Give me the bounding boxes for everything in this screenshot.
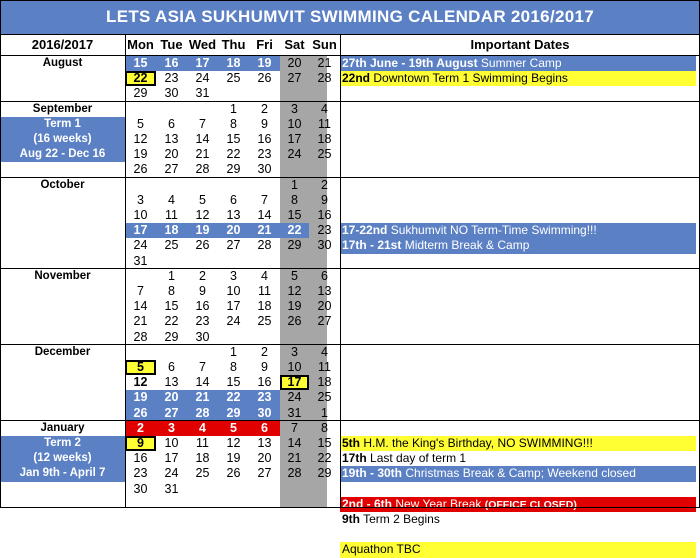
day-cell-sat: 3 <box>291 344 298 359</box>
day-cell-mon: 26 <box>133 162 148 177</box>
day-cell-tue: 22 <box>164 314 179 329</box>
day-cell-sun: 30 <box>317 238 332 253</box>
day-cell-wed: 21 <box>187 390 218 405</box>
day-cell-fri: 27 <box>257 466 272 481</box>
day-cell-sat: 28 <box>287 466 302 481</box>
day-cell-thu: 20 <box>218 223 249 238</box>
important-date-text: New Year Break <box>392 496 485 511</box>
day-cell-sat: 19 <box>287 299 302 314</box>
day-cell-wed: 5 <box>199 192 206 207</box>
day-cell-thu: 17 <box>226 299 241 314</box>
day-cell-sat: 31 <box>287 405 302 420</box>
day-cell-thu: 8 <box>230 360 237 374</box>
day-cell-thu: 22 <box>218 390 249 405</box>
important-date-range: 5th <box>342 436 360 450</box>
day-cell-wed: 28 <box>187 406 218 421</box>
day-cell-mon: 5 <box>137 116 144 131</box>
header-year: 2016/2017 <box>31 37 94 52</box>
day-cell-sat: 1 <box>291 177 298 192</box>
important-date-text: Midterm Break & Camp <box>401 238 530 253</box>
day-cell-fri: 2 <box>261 101 268 116</box>
term-label: (12 weeks) <box>0 451 125 466</box>
header-thu: Thu <box>221 37 246 52</box>
day-cell-thu: 1 <box>230 101 237 116</box>
day-cell-fri: 7 <box>261 192 268 207</box>
day-cell-thu: 29 <box>218 406 249 421</box>
important-date-entry <box>340 238 696 253</box>
day-cell-sun: 4 <box>321 344 328 359</box>
day-cell-tue: 10 <box>164 436 179 450</box>
day-cell-mon: 3 <box>137 192 144 207</box>
day-cell-mon: 23 <box>133 466 148 481</box>
day-cell-sun: 13 <box>317 284 332 298</box>
day-cell-sat: 8 <box>291 192 298 207</box>
day-cell-fri: 20 <box>257 451 272 466</box>
day-cell-sun: 21 <box>317 56 332 70</box>
important-date-text: Aquathon TBC <box>342 542 421 557</box>
day-cell-fri: 6 <box>249 421 280 436</box>
day-cell-sat: 24 <box>287 390 302 405</box>
day-cell-sun: 25 <box>317 390 332 405</box>
day-cell-sat: 17 <box>280 375 309 390</box>
day-cell-fri: 14 <box>257 208 272 222</box>
term-label: Term 2 <box>0 436 125 451</box>
day-cell-wed: 14 <box>195 375 210 390</box>
header-fri: Fri <box>256 37 273 52</box>
month-label-december: December <box>34 345 91 358</box>
month-label-november: November <box>34 269 91 282</box>
day-cell-tue: 15 <box>164 299 179 314</box>
day-cell-mon: 16 <box>133 451 148 466</box>
calendar-title: LETS ASIA SUKHUMVIT SWIMMING CALENDAR 2016/2017 <box>0 0 700 35</box>
header-tue: Tue <box>160 37 183 52</box>
important-date-text: Downtown Term 1 Swimming Begins <box>370 71 568 86</box>
column-divider <box>340 34 341 508</box>
day-cell-fri: 11 <box>258 284 271 298</box>
day-cell-mon: 5 <box>125 360 156 375</box>
day-cell-mon: 10 <box>133 208 148 222</box>
day-cell-sun: 18 <box>317 375 332 390</box>
day-cell-sat: 22 <box>280 223 309 238</box>
term-label: Jan 9th - April 7 <box>0 466 125 481</box>
day-cell-wed: 30 <box>195 329 210 344</box>
month-label-january: January <box>40 421 85 434</box>
day-cell-tue: 6 <box>168 116 175 131</box>
day-cell-thu: 25 <box>226 71 241 86</box>
day-cell-wed: 24 <box>195 71 210 86</box>
day-cell-wed: 19 <box>187 223 218 238</box>
day-cell-tue: 13 <box>164 132 179 146</box>
day-cell-fri: 26 <box>257 71 272 86</box>
day-cell-mon: 22 <box>125 71 156 86</box>
important-date-range: 17th <box>342 451 367 466</box>
day-cell-sat: 3 <box>291 101 298 116</box>
day-cell-thu: 15 <box>226 132 241 146</box>
day-cell-mon: 12 <box>133 132 148 146</box>
day-cell-tue: 31 <box>164 481 179 496</box>
day-cell-sat: 26 <box>287 314 302 329</box>
month-divider <box>0 101 700 102</box>
day-cell-mon: 30 <box>133 481 148 496</box>
day-cell-mon: 7 <box>137 284 144 298</box>
month-divider <box>0 344 700 345</box>
day-cell-wed: 31 <box>195 86 210 101</box>
day-cell-thu: 24 <box>226 314 241 329</box>
day-cell-mon: 12 <box>133 375 148 390</box>
day-cell-sun: 18 <box>317 132 332 146</box>
day-cell-tue: 6 <box>168 360 175 374</box>
day-cell-wed: 28 <box>195 162 210 177</box>
day-cell-thu: 10 <box>226 284 241 298</box>
day-cell-thu: 6 <box>230 192 237 207</box>
day-cell-tue: 1 <box>168 268 175 283</box>
important-date-text: Christmas Break & Camp; Weekend closed <box>402 466 636 481</box>
day-cell-thu: 15 <box>226 375 241 390</box>
day-cell-fri: 23 <box>249 390 280 405</box>
day-cell-sun: 8 <box>321 420 328 435</box>
day-cell-sun: 11 <box>318 360 331 374</box>
day-cell-sat: 15 <box>287 208 302 222</box>
day-cell-thu: 1 <box>230 344 237 359</box>
day-cell-thu: 12 <box>226 436 241 450</box>
day-cell-sat: 17 <box>287 132 302 146</box>
day-cell-mon: 15 <box>125 56 156 71</box>
important-date-entry <box>340 451 696 466</box>
month-divider <box>0 268 700 269</box>
important-date-range: 17-22nd <box>342 223 388 238</box>
day-cell-fri: 23 <box>257 147 272 162</box>
important-date-entry <box>340 223 696 238</box>
day-cell-sat: 21 <box>287 451 302 466</box>
day-cell-tue: 23 <box>164 71 179 86</box>
day-cell-thu: 27 <box>226 238 241 253</box>
important-date-range: 2nd - 6th <box>342 496 392 511</box>
important-date-range: 22nd <box>342 71 371 86</box>
day-cell-sun: 28 <box>317 71 332 86</box>
day-cell-wed: 7 <box>199 116 206 131</box>
day-cell-tue: 11 <box>165 208 178 222</box>
day-cell-fri: 21 <box>249 223 280 238</box>
day-cell-mon: 28 <box>133 329 148 344</box>
day-cell-tue: 27 <box>156 406 187 421</box>
day-cell-mon: 29 <box>133 86 148 101</box>
day-cell-fri: 13 <box>257 436 272 450</box>
day-cell-sun: 16 <box>317 208 332 222</box>
day-cell-wed: 26 <box>195 238 210 253</box>
important-date-entry <box>340 497 696 512</box>
day-cell-tue: 13 <box>164 375 179 390</box>
day-cell-thu: 3 <box>230 268 237 283</box>
day-cell-sun: 1 <box>321 405 328 420</box>
important-date-text: Term 2 Begins <box>360 512 440 526</box>
important-date-text: Last day of term 1 <box>366 451 467 466</box>
important-date-entry <box>340 71 696 86</box>
day-cell-wed: 7 <box>199 360 206 374</box>
day-cell-tue: 20 <box>156 390 187 405</box>
day-cell-sat: 10 <box>287 360 302 374</box>
day-cell-sun: 29 <box>317 466 332 481</box>
day-cell-sat: 24 <box>287 147 302 162</box>
day-cell-mon: 17 <box>125 223 156 238</box>
day-cell-thu: 29 <box>226 162 241 177</box>
day-cell-wed: 17 <box>187 56 218 71</box>
day-cell-tue: 27 <box>164 162 179 177</box>
day-cell-wed: 2 <box>199 268 206 283</box>
day-cell-fri: 19 <box>249 56 280 71</box>
term-label: Term 1 <box>0 117 125 132</box>
day-cell-tue: 25 <box>164 238 179 253</box>
day-cell-sat: 5 <box>291 268 298 283</box>
day-cell-sat: 14 <box>287 436 302 450</box>
important-date-entry <box>340 542 696 557</box>
day-cell-wed: 9 <box>199 284 206 298</box>
column-divider <box>125 34 126 508</box>
day-cell-fri: 2 <box>261 344 268 359</box>
day-cell-fri: 25 <box>257 314 272 329</box>
day-cell-wed: 18 <box>195 451 210 466</box>
important-date-text: H.M. the King's Birthday, NO SWIMMING!!! <box>360 436 593 450</box>
day-cell-wed: 12 <box>195 208 210 222</box>
day-cell-fri: 9 <box>261 116 268 131</box>
day-cell-tue: 20 <box>164 147 179 162</box>
day-cell-thu: 13 <box>226 208 241 222</box>
day-cell-sat: 20 <box>287 56 302 70</box>
important-date-range: 9th <box>342 512 360 526</box>
header-sat: Sat <box>284 37 305 52</box>
day-cell-mon: 19 <box>133 147 148 162</box>
header-mon: Mon <box>127 37 154 52</box>
day-cell-fri: 30 <box>249 406 280 421</box>
day-cell-tue: 30 <box>164 86 179 101</box>
day-cell-sun: 27 <box>317 314 332 329</box>
day-cell-tue: 24 <box>164 466 179 481</box>
day-cell-sun: 2 <box>321 177 328 192</box>
day-cell-fri: 16 <box>257 375 272 390</box>
day-cell-thu: 8 <box>230 116 237 131</box>
day-cell-sun: 9 <box>321 192 328 207</box>
day-cell-wed: 11 <box>196 436 209 450</box>
important-date-text: Sukhumvit NO Term-Time Swimming!!! <box>387 223 597 238</box>
day-cell-wed: 14 <box>195 132 210 146</box>
header-divider <box>0 55 700 56</box>
day-cell-tue: 8 <box>168 284 175 298</box>
month-label-august: August <box>42 57 83 69</box>
day-cell-thu: 19 <box>226 451 241 466</box>
day-cell-mon: 21 <box>133 314 148 329</box>
day-cell-sat: 10 <box>287 116 302 131</box>
day-cell-thu: 18 <box>218 56 249 71</box>
day-cell-fri: 4 <box>261 268 268 283</box>
day-cell-tue: 29 <box>164 329 179 344</box>
day-cell-tue: 18 <box>156 223 187 238</box>
day-cell-mon: 19 <box>125 390 156 405</box>
important-date-text: Summer Camp <box>477 56 562 70</box>
day-cell-mon: 26 <box>125 406 156 421</box>
important-date-entry <box>340 466 696 481</box>
day-cell-thu: 26 <box>226 466 241 481</box>
day-cell-tue: 4 <box>168 192 175 207</box>
important-date-entry <box>340 512 696 527</box>
term-label: (16 weeks) <box>0 132 125 147</box>
day-cell-mon: 24 <box>133 238 148 253</box>
month-divider <box>0 420 700 421</box>
day-cell-mon: 2 <box>125 421 156 436</box>
important-date-entry <box>340 436 696 451</box>
day-cell-fri: 18 <box>257 299 272 314</box>
day-cell-tue: 17 <box>164 451 179 466</box>
header-sun: Sun <box>312 37 337 52</box>
day-cell-sun: 4 <box>321 101 328 116</box>
header-important-dates: Important Dates <box>470 37 570 52</box>
day-cell-fri: 16 <box>257 132 272 146</box>
day-cell-wed: 16 <box>195 299 210 314</box>
day-cell-sun: 6 <box>321 268 328 283</box>
day-cell-fri: 28 <box>257 238 272 253</box>
day-cell-fri: 9 <box>261 360 268 374</box>
header-wed: Wed <box>188 37 217 52</box>
day-cell-wed: 25 <box>195 466 210 481</box>
day-cell-sun: 20 <box>317 299 332 314</box>
day-cell-mon: 31 <box>133 253 148 268</box>
day-cell-wed: 4 <box>187 421 218 436</box>
day-cell-sun: 15 <box>317 436 332 450</box>
day-cell-thu: 22 <box>226 147 241 162</box>
day-cell-sat: 7 <box>291 420 298 435</box>
day-cell-thu: 5 <box>218 421 249 436</box>
day-cell-tue: 3 <box>156 421 187 436</box>
month-label-october: October <box>40 178 85 191</box>
day-cell-fri: 30 <box>257 162 272 177</box>
day-cell-sun: 22 <box>317 451 332 466</box>
day-cell-sun: 23 <box>317 223 332 238</box>
term-label: Aug 22 - Dec 16 <box>0 147 125 162</box>
day-cell-wed: 21 <box>195 147 210 162</box>
day-cell-wed: 23 <box>195 314 210 329</box>
day-cell-sat: 12 <box>287 284 302 298</box>
important-date-range: 27th June - 19th August <box>342 56 478 70</box>
important-date-entry <box>340 56 696 71</box>
day-cell-mon: 14 <box>133 299 148 314</box>
day-cell-tue: 16 <box>156 56 187 71</box>
day-cell-sun: 25 <box>317 147 332 162</box>
important-date-range: 17th - 21st <box>342 238 402 253</box>
important-date-range: 19th - 30th <box>342 466 403 481</box>
day-cell-sat: 27 <box>287 71 302 86</box>
month-divider <box>0 177 700 178</box>
month-label-september: September <box>32 102 93 115</box>
day-cell-mon: 9 <box>125 436 156 451</box>
day-cell-sun: 11 <box>318 116 331 131</box>
important-date-note: (OFFICE CLOSED) <box>484 498 577 511</box>
day-cell-sat: 29 <box>287 238 302 253</box>
